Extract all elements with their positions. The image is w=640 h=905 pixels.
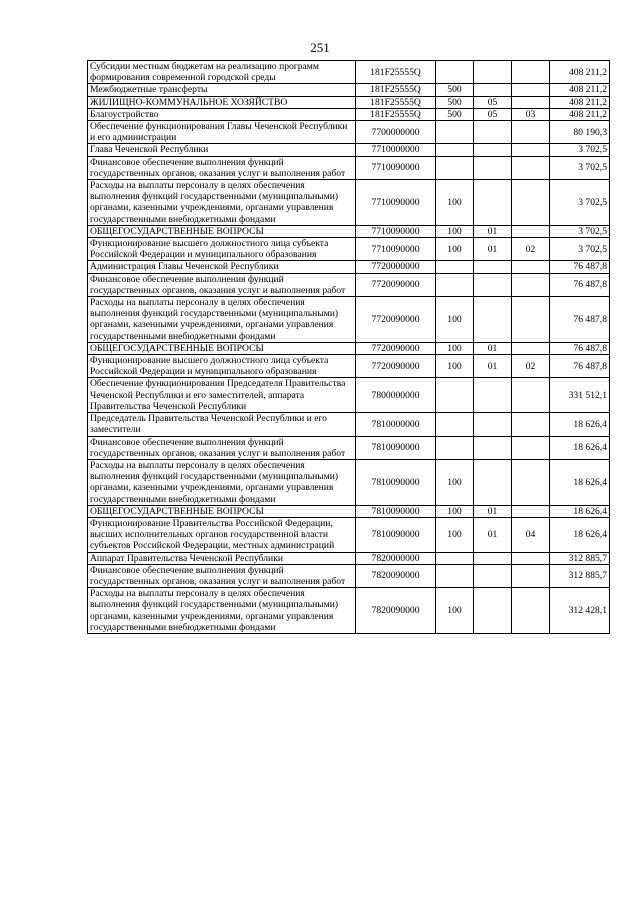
table-row <box>88 517 610 552</box>
subsection-code <box>512 459 550 505</box>
target-article-code: 181F25555Q <box>356 84 436 96</box>
section-code: 01 <box>474 238 512 261</box>
budget-item-name: Администрация Главы Чеченской Республики <box>88 261 356 273</box>
expense-type-code: 100 <box>436 180 474 226</box>
amount-value: 408 211,2 <box>550 84 610 96</box>
target-article-code: 7720090000 <box>356 273 436 296</box>
amount-value: 18 626,4 <box>550 436 610 459</box>
subsection-code <box>512 225 550 237</box>
target-article-code: 7810090000 <box>356 459 436 505</box>
target-article-code: 7720090000 <box>356 342 436 354</box>
subsection-code <box>512 61 550 84</box>
target-article-code: 7720090000 <box>356 297 436 343</box>
budget-item-name: Расходы на выплаты персоналу в целях обеспечения выполнения функций государственными (муниципальными) органами, казенными учреждениями, органами управления государственными внебюджетными фондами <box>88 459 356 505</box>
target-article-code: 7710090000 <box>356 225 436 237</box>
section-code <box>474 413 512 436</box>
subsection-code <box>512 273 550 296</box>
amount-value: 80 190,3 <box>550 121 610 144</box>
table-row <box>88 459 610 505</box>
expense-type-code <box>436 436 474 459</box>
expense-type-code <box>436 121 474 144</box>
table-row <box>88 225 610 237</box>
subsection-code <box>512 564 550 587</box>
section-code <box>474 261 512 273</box>
expense-type-code <box>436 144 474 156</box>
table-row <box>88 436 610 459</box>
section-code: 01 <box>474 225 512 237</box>
table-row <box>88 588 610 634</box>
section-code <box>474 459 512 505</box>
budget-item-name: Финансовое обеспечение выполнения функций государственных органов, оказания услуг и выполнения работ <box>88 156 356 179</box>
subsection-code <box>512 436 550 459</box>
amount-value: 3 702,5 <box>550 144 610 156</box>
target-article-code: 7710090000 <box>356 156 436 179</box>
section-code <box>474 588 512 634</box>
table-row <box>88 96 610 108</box>
subsection-code <box>512 297 550 343</box>
budget-item-name: ОБЩЕГОСУДАРСТВЕННЫЕ ВОПРОСЫ <box>88 342 356 354</box>
section-code <box>474 564 512 587</box>
target-article-code: 7810090000 <box>356 505 436 517</box>
table-row <box>88 297 610 343</box>
expense-type-code: 100 <box>436 505 474 517</box>
table-row <box>88 564 610 587</box>
table-row <box>88 108 610 120</box>
budget-item-name: ОБЩЕГОСУДАРСТВЕННЫЕ ВОПРОСЫ <box>88 505 356 517</box>
target-article-code: 7820090000 <box>356 564 436 587</box>
expense-type-code: 100 <box>436 238 474 261</box>
amount-value: 18 626,4 <box>550 517 610 552</box>
amount-value: 3 702,5 <box>550 238 610 261</box>
section-code: 01 <box>474 342 512 354</box>
expense-type-code: 100 <box>436 459 474 505</box>
amount-value: 3 702,5 <box>550 180 610 226</box>
subsection-code <box>512 121 550 144</box>
amount-value: 312 885,7 <box>550 552 610 564</box>
budget-item-name: Финансовое обеспечение выполнения функций государственных органов, оказания услуг и выполнения работ <box>88 564 356 587</box>
table-row <box>88 378 610 413</box>
section-code: 01 <box>474 517 512 552</box>
budget-item-name: Расходы на выплаты персоналу в целях обеспечения выполнения функций государственными (муниципальными) органами, казенными учреждениями, органами управления государственными внебюджетными фондами <box>88 588 356 634</box>
expense-type-code <box>436 413 474 436</box>
budget-item-name: Обеспечение функционирования Главы Чеченской Республики и его администрации <box>88 121 356 144</box>
amount-value: 312 428,1 <box>550 588 610 634</box>
amount-value: 18 626,4 <box>550 505 610 517</box>
amount-value: 3 702,5 <box>550 156 610 179</box>
budget-item-name: ОБЩЕГОСУДАРСТВЕННЫЕ ВОПРОСЫ <box>88 225 356 237</box>
subsection-code <box>512 413 550 436</box>
amount-value: 312 885,7 <box>550 564 610 587</box>
table-row <box>88 121 610 144</box>
expense-type-code: 100 <box>436 517 474 552</box>
expense-type-code: 100 <box>436 225 474 237</box>
budget-item-name: Благоустройство <box>88 108 356 120</box>
section-code <box>474 180 512 226</box>
expense-type-code <box>436 564 474 587</box>
section-code: 01 <box>474 505 512 517</box>
subsection-code <box>512 144 550 156</box>
budget-item-name: Финансовое обеспечение выполнения функций государственных органов, оказания услуг и выполнения работ <box>88 273 356 296</box>
budget-item-name: Расходы на выплаты персоналу в целях обеспечения выполнения функций государственными (муниципальными) органами, казенными учреждениями, органами управления государственными внебюджетными фондами <box>88 297 356 343</box>
amount-value: 18 626,4 <box>550 413 610 436</box>
budget-item-name: Расходы на выплаты персоналу в целях обеспечения выполнения функций государственными (муниципальными) органами, казенными учреждениями, органами управления государственными внебюджетными фондами <box>88 180 356 226</box>
table-row <box>88 273 610 296</box>
subsection-code <box>512 84 550 96</box>
table-row <box>88 355 610 378</box>
amount-value: 408 211,2 <box>550 61 610 84</box>
section-code <box>474 297 512 343</box>
section-code <box>474 121 512 144</box>
target-article-code: 7720000000 <box>356 261 436 273</box>
amount-value: 76 487,8 <box>550 355 610 378</box>
expense-type-code <box>436 552 474 564</box>
section-code <box>474 61 512 84</box>
expense-type-code: 100 <box>436 342 474 354</box>
budget-item-name: Обеспечение функционирования Председателя Правительства Чеченской Республики и его заместителей, аппарата Правительства Чеченской Республики <box>88 378 356 413</box>
table-row <box>88 505 610 517</box>
amount-value: 3 702,5 <box>550 225 610 237</box>
budget-item-name: Функционирование Правительства Российской Федерации, высших исполнительных органов государственной власти субъектов Российской Федерации, местных администраций <box>88 517 356 552</box>
subsection-code <box>512 180 550 226</box>
amount-value: 408 211,2 <box>550 96 610 108</box>
expense-type-code <box>436 156 474 179</box>
section-code <box>474 378 512 413</box>
target-article-code: 7710090000 <box>356 238 436 261</box>
table-row <box>88 156 610 179</box>
budget-table <box>87 60 610 634</box>
budget-item-name: Субсидии местным бюджетам на реализацию программ формирования современной городской среды <box>88 61 356 84</box>
expense-type-code: 500 <box>436 84 474 96</box>
page-number: 251 <box>310 40 330 55</box>
section-code <box>474 273 512 296</box>
target-article-code: 7700000000 <box>356 121 436 144</box>
target-article-code: 181F25555Q <box>356 61 436 84</box>
table-row <box>88 342 610 354</box>
section-code <box>474 156 512 179</box>
expense-type-code <box>436 378 474 413</box>
expense-type-code: 500 <box>436 108 474 120</box>
subsection-code: 03 <box>512 108 550 120</box>
budget-item-name: Аппарат Правительства Чеченской Республики <box>88 552 356 564</box>
budget-item-name: Функционирование высшего должностного лица субъекта Российской Федерации и муниципального образования <box>88 355 356 378</box>
section-code <box>474 84 512 96</box>
expense-type-code: 100 <box>436 588 474 634</box>
subsection-code <box>512 261 550 273</box>
subsection-code <box>512 552 550 564</box>
subsection-code: 04 <box>512 517 550 552</box>
subsection-code <box>512 96 550 108</box>
table-row <box>88 61 610 84</box>
target-article-code: 7810090000 <box>356 436 436 459</box>
expense-type-code: 500 <box>436 96 474 108</box>
budget-item-name: Межбюджетные трансферты <box>88 84 356 96</box>
section-code <box>474 552 512 564</box>
target-article-code: 7810000000 <box>356 413 436 436</box>
subsection-code <box>512 342 550 354</box>
subsection-code: 02 <box>512 238 550 261</box>
subsection-code: 02 <box>512 355 550 378</box>
target-article-code: 181F25555Q <box>356 96 436 108</box>
table-row <box>88 552 610 564</box>
subsection-code <box>512 378 550 413</box>
amount-value: 76 487,8 <box>550 297 610 343</box>
amount-value: 408 211,2 <box>550 108 610 120</box>
section-code: 01 <box>474 355 512 378</box>
budget-item-name: ЖИЛИЩНО-КОММУНАЛЬНОЕ ХОЗЯЙСТВО <box>88 96 356 108</box>
target-article-code: 7710000000 <box>356 144 436 156</box>
expense-type-code <box>436 61 474 84</box>
expense-type-code: 100 <box>436 297 474 343</box>
budget-item-name: Председатель Правительства Чеченской Республики и его заместители <box>88 413 356 436</box>
section-code: 05 <box>474 96 512 108</box>
table-row <box>88 84 610 96</box>
table-row <box>88 413 610 436</box>
target-article-code: 7800000000 <box>356 378 436 413</box>
amount-value: 76 487,8 <box>550 342 610 354</box>
target-article-code: 181F25555Q <box>356 108 436 120</box>
amount-value: 76 487,8 <box>550 261 610 273</box>
amount-value: 331 512,1 <box>550 378 610 413</box>
subsection-code <box>512 505 550 517</box>
target-article-code: 7720090000 <box>356 355 436 378</box>
amount-value: 76 487,8 <box>550 273 610 296</box>
expense-type-code <box>436 261 474 273</box>
budget-item-name: Функционирование высшего должностного лица субъекта Российской Федерации и муниципального образования <box>88 238 356 261</box>
section-code <box>474 436 512 459</box>
budget-item-name: Финансовое обеспечение выполнения функций государственных органов, оказания услуг и выполнения работ <box>88 436 356 459</box>
subsection-code <box>512 156 550 179</box>
table-row <box>88 261 610 273</box>
table-row <box>88 180 610 226</box>
target-article-code: 7820000000 <box>356 552 436 564</box>
expense-type-code: 100 <box>436 355 474 378</box>
target-article-code: 7820090000 <box>356 588 436 634</box>
table-row <box>88 144 610 156</box>
amount-value: 18 626,4 <box>550 459 610 505</box>
budget-item-name: Глава Чеченской Республики <box>88 144 356 156</box>
target-article-code: 7810090000 <box>356 517 436 552</box>
target-article-code: 7710090000 <box>356 180 436 226</box>
expense-type-code <box>436 273 474 296</box>
table-row <box>88 238 610 261</box>
subsection-code <box>512 588 550 634</box>
section-code <box>474 144 512 156</box>
section-code: 05 <box>474 108 512 120</box>
